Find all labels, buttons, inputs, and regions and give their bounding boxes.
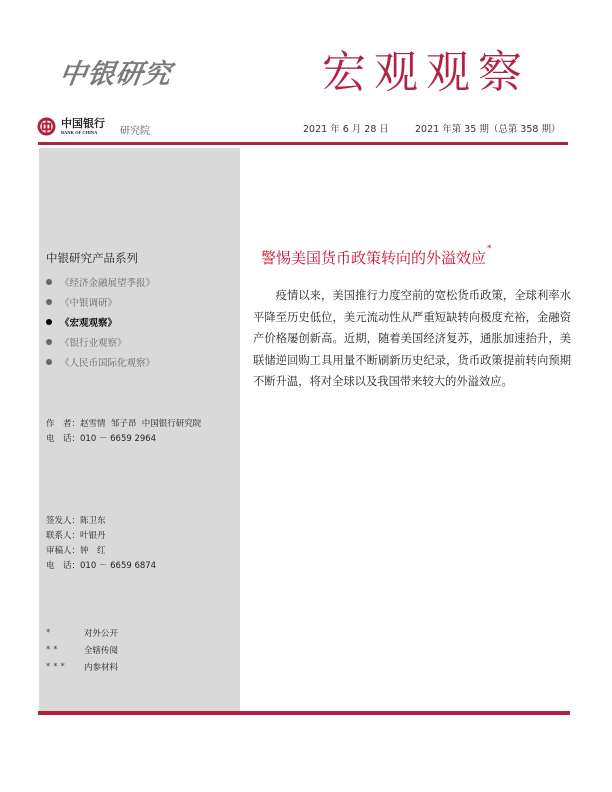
footer-divider: [38, 711, 570, 715]
series-title: 宏观观察: [322, 47, 530, 98]
issue-number: 2021 年第 35 期（总第 358 期）: [415, 124, 561, 135]
author-value: 赵雪情 邹子昂 中国银行研究院: [80, 418, 202, 429]
approval-block: [46, 512, 156, 572]
bank-logo: [37, 117, 105, 136]
contact-value: 叶银丹: [80, 530, 106, 541]
bullet-icon: [46, 279, 52, 285]
signer-label: 签发人：: [46, 515, 81, 526]
reviewer-value: 钟 红: [80, 545, 106, 556]
footnote-marker: *: [487, 244, 492, 254]
calligraphy-logo: 中银研究: [57, 59, 174, 90]
institute-label: 研究院: [120, 126, 150, 137]
author-block: [46, 415, 201, 445]
product-item-active: 《宏观观察》: [46, 312, 155, 332]
star-icon: *: [46, 627, 54, 638]
products-list: [46, 272, 155, 372]
product-item: 《经济金融展望季报》: [46, 272, 155, 292]
bank-of-china-logo-icon: [37, 117, 56, 136]
bullet-icon: [46, 339, 52, 345]
article-title: 警惕美国货币政策转向的外溢效应*: [261, 244, 492, 267]
star-icon: ***: [46, 661, 68, 672]
bullet-icon: [46, 359, 52, 365]
contact-label: 联系人：: [46, 530, 81, 541]
phone-label: 电 话：: [46, 560, 81, 571]
reviewer-label: 审稿人：: [46, 545, 81, 556]
product-item: 《银行业观察》: [46, 332, 155, 352]
products-heading: 中银研究产品系列: [46, 251, 138, 265]
product-item: 《中银调研》: [46, 292, 155, 312]
confidentiality-legend: * 对外公开 ** 全辖传阅 *** 内参材料: [46, 627, 119, 673]
publish-date: 2021 年 6 月 28 日: [303, 124, 389, 135]
phone-value: 010 － 6659 2964: [80, 433, 157, 444]
signer-value: 陈卫东: [80, 515, 106, 526]
bullet-icon: [46, 299, 52, 305]
phone-label: 电 话：: [46, 433, 81, 444]
star-icon: **: [46, 644, 61, 655]
bank-name-cn: 中国银行: [61, 116, 105, 130]
phone-value: 010 － 6659 6874: [80, 560, 157, 571]
bank-name-en: BANK OF CHINA: [61, 129, 98, 135]
bullet-icon: [46, 319, 52, 325]
header-divider: [38, 142, 568, 145]
article-abstract: 疫情以来，美国推行力度空前的宽松货币政策，全球利率水平降至历史低位，美元流动性从严重短缺转向极度充裕，金融资产价格屡创新高。近期，随着美国经济复苏，通胀加速抬升，美联储逆回购工具用量不断刷新历史纪录，货币政策提前转向预期不断升温，将对全球以及我国带来较大的外溢效应。: [253, 289, 571, 388]
author-label: 作 者：: [46, 418, 81, 429]
product-item: 《人民币国际化观察》: [46, 352, 155, 372]
